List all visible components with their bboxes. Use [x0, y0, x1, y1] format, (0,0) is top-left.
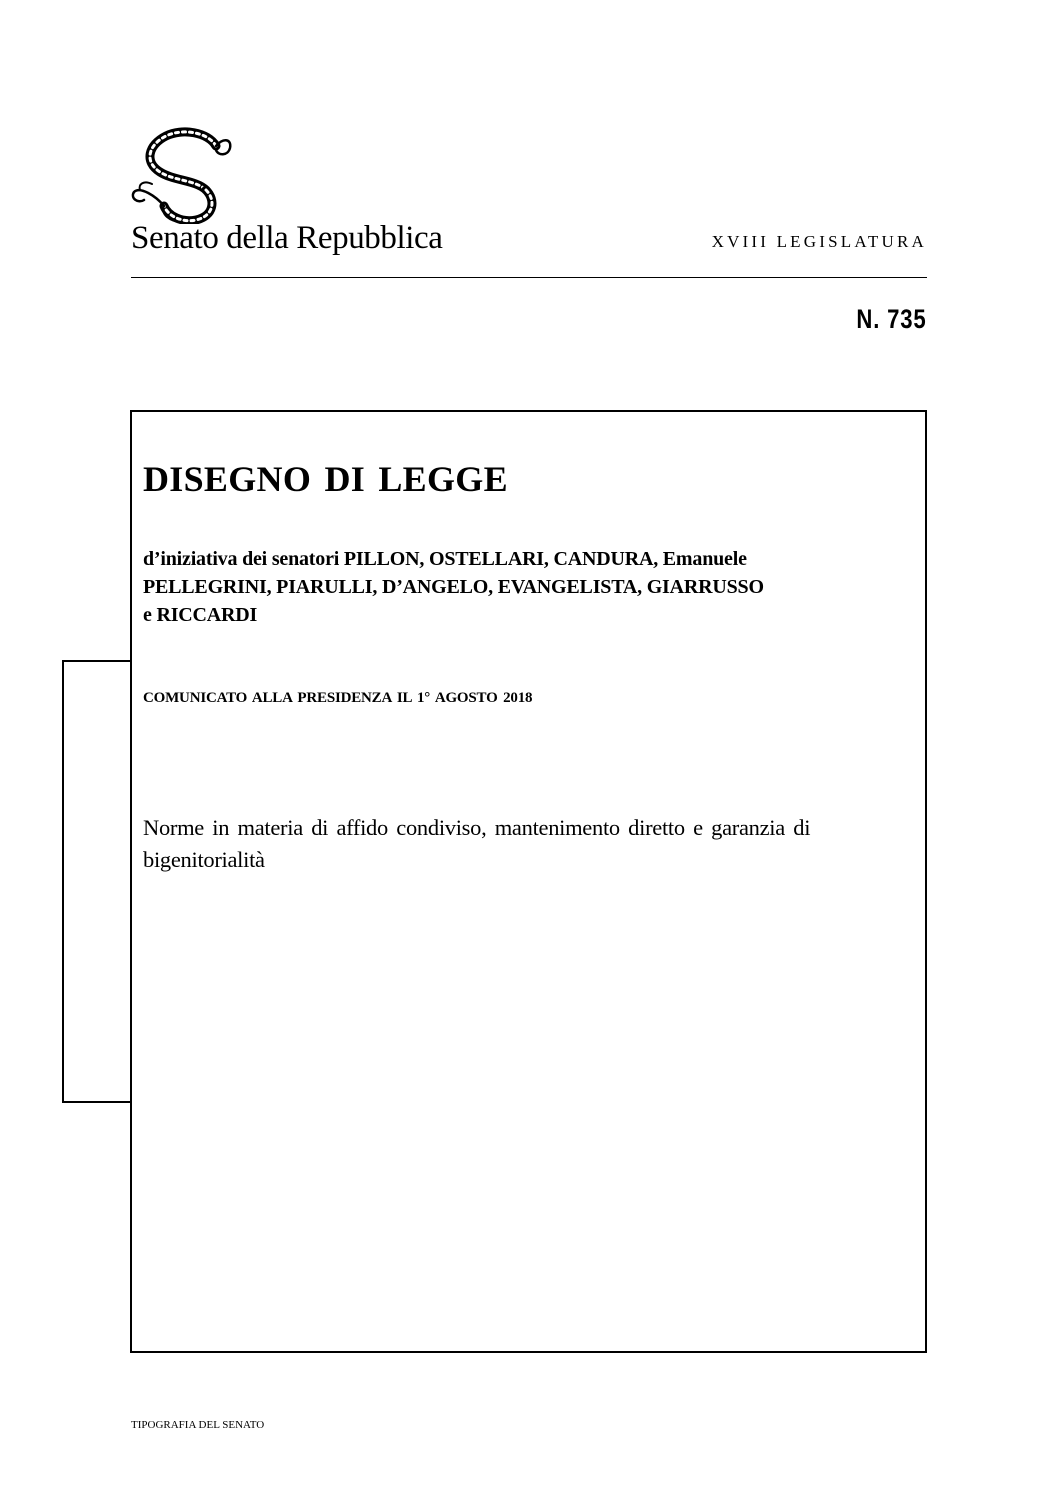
communication-date: COMUNICATO ALLA PRESIDENZA IL 1° AGOSTO 2018	[143, 690, 533, 706]
initiative-line: d’iniziativa dei senatori PILLON, OSTELLARI, CANDURA, Emanuele	[143, 548, 747, 570]
side-tab-frame	[62, 660, 130, 1103]
legislature-label: XVIII LEGISLATURA	[711, 232, 927, 251]
initiative-senators	[143, 545, 883, 629]
bill-title-line: bigenitorialità	[143, 847, 265, 872]
initiative-line: PELLEGRINI, PIARULLI, D’ANGELO, EVANGELISTA, GIARRUSSO	[143, 576, 764, 598]
institution-name: Senato della Repubblica	[131, 220, 443, 256]
bill-number: N. 735	[856, 304, 927, 334]
printer-footer: TIPOGRAFIA DEL SENATO	[131, 1419, 265, 1431]
header-divider	[131, 277, 927, 278]
initiative-line: e RICCARDI	[143, 604, 258, 626]
bill-title-line: Norme in materia di affido condiviso, mantenimento diretto e garanzia di	[143, 815, 811, 840]
document-type-heading: DISEGNO DI LEGGE	[143, 459, 508, 499]
senate-logo	[130, 126, 236, 224]
bill-title	[143, 812, 903, 876]
